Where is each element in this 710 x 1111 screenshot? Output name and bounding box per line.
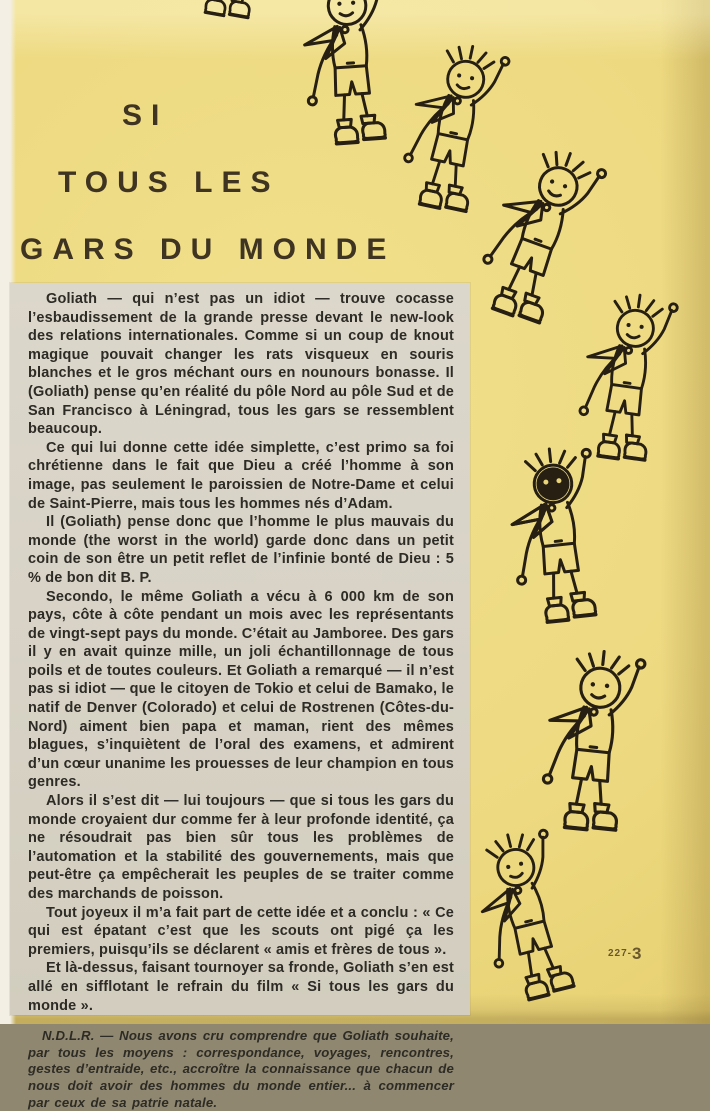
article-paragraph: Tout joyeux il m’a fait part de cette idée et a conclu : « Ce qui est épatant c’est que les scouts ont pigé ça les premiers, puisqu’ils se déclarent « amis et frères de tous ». bbox=[28, 904, 454, 958]
title-line-3: GARS DU MONDE bbox=[20, 233, 396, 266]
scout-figure-beret bbox=[469, 138, 608, 329]
article-paragraph: Alors il s’est dit — lui toujours — que si tous les gars du monde croyaient dur comme fer à leur profonde identité, ça ne résoudrait pas bien sûr tous les problèmes de l’automation et la stabilité des gouvernements, mais que peut-être ça empêcherait les peuples de se traiter comme des marchands de poisson. bbox=[28, 793, 454, 902]
article-title bbox=[20, 82, 395, 283]
scout-figure-kilt bbox=[396, 37, 511, 215]
page-number bbox=[608, 944, 641, 964]
editor-note: N.D.L.R. — Nous avons cru comprendre que Goliath souhaite, par tous les moyens : correspondance, voyages, rencontres, gestes d’entraide, etc., accroître la connaissance que chacun de nous doit avoir des hommes du monde entier... à commencer par ceux de sa patrie natale. bbox=[28, 1028, 454, 1110]
scout-figure-blond-descending bbox=[539, 647, 646, 834]
title-line-2: TOUS LES bbox=[58, 166, 280, 199]
title-line-1: SI bbox=[122, 99, 169, 132]
article-paragraph: Secondo, le même Goliath a vécu à 6 000 km de son pays, côte à côte pendant un mois avec les représentants de vingt-sept pays du monde. C’était au Jamboree. Des gars il y en avait quinze mille, un joli échantillonnage de tous poils et de toutes couleurs. Et Goliath a remarqué — il n’est pas si idiot — que le citoyen de Tokio et celui de Bamako, le natif de Denver (Colorado) et celui de Rostrenen (Côtes-du-Nord) aiment bien papa et maman, rient des mêmes blagues, s’inquiètent de l’oral des examens, et admirent d’un cœur unanime les prouesses de leur champion en tous genres. bbox=[28, 588, 454, 791]
scout-figure-dark-skinned bbox=[504, 445, 607, 625]
article-paragraph: Goliath — qui n’est pas un idiot — trouve cocasse l’esbaudissement de la grande presse devant le new-look des relations internationales. Comme si un coup de knout magique pouvait changer les rats visqueux en souris blanches et le gros méchant ours en nounours bonasse. Il (Goliath) pense qu’en réalité du pôle Nord au pôle Sud et de San Francisco à Léningrad, tous les gars se ressemblent beaucoup. bbox=[28, 291, 454, 438]
scout-figure-bottom-reaching bbox=[466, 826, 586, 1006]
article-paragraph: Il (Goliath) pense donc que l’homme le plus mauvais du monde (the worst in the world) garde donc dans un petit coin de son être un petit reflet de l’infinie bonté de Dieu : 5 % de bon dit B. P. bbox=[28, 514, 454, 586]
page-number-value: 3 bbox=[632, 944, 642, 963]
scout-figure-top-cropped bbox=[183, 0, 283, 21]
article-paragraph: Ce qui lui donne cette idée simplette, c’est primo sa foi chrétienne dans le fait que Dieu a créé l’homme à son image, pas seulement le paroissien de Notre-Dame et celui de Saint-Pierre, mais tous les hommes nés d’Adam. bbox=[28, 439, 454, 512]
scout-figure-spiky-hair bbox=[574, 289, 678, 464]
article-text-panel bbox=[10, 283, 470, 1110]
article-paragraph: Et là-dessus, faisant tournoyer sa fronde, Goliath s’en est allé en sifflotant le refrain du film « Si tous les gars du monde ». bbox=[28, 960, 454, 1014]
issue-number: 227- bbox=[608, 948, 633, 959]
